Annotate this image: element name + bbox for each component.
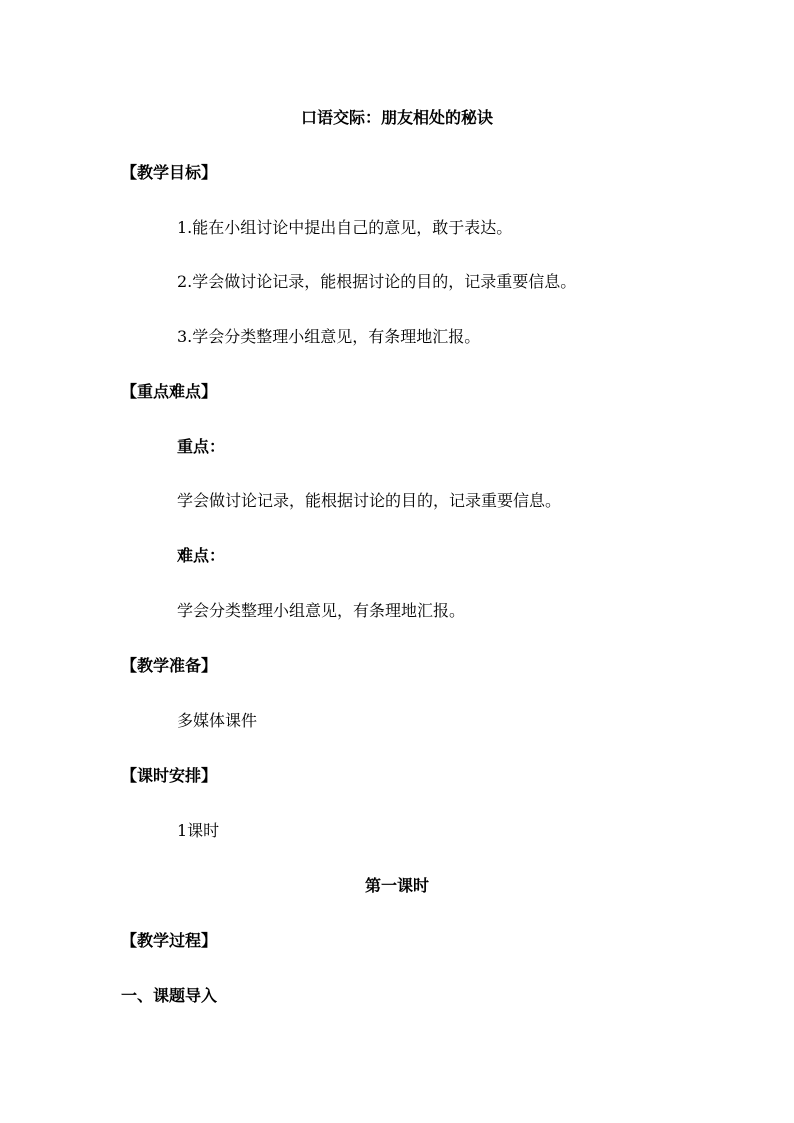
section-heading-goals: 【教学目标】 — [121, 163, 218, 182]
goal-item-1: 1.能在小组讨论中提出自己的意见，敢于表达。 — [177, 218, 513, 237]
section-heading-key-points: 【重点难点】 — [121, 382, 218, 401]
key-point-label: 重点： — [177, 437, 226, 456]
difficulty-label: 难点： — [177, 546, 226, 565]
lesson-title: 第一课时 — [364, 876, 429, 895]
section-heading-schedule: 【课时安排】 — [121, 766, 218, 785]
goal-item-2: 2.学会做讨论记录，能根据讨论的目的，记录重要信息。 — [177, 272, 577, 291]
process-step-1: 一、课题导入 — [121, 986, 218, 1005]
goal-item-3: 3.学会分类整理小组意见，有条理地汇报。 — [177, 327, 481, 346]
document-title: 口语交际：朋友相处的秘诀 — [300, 108, 493, 127]
difficulty-text: 学会分类整理小组意见，有条理地汇报。 — [177, 601, 466, 620]
key-point-text: 学会做讨论记录，能根据讨论的目的，记录重要信息。 — [177, 491, 562, 510]
schedule-text: 1课时 — [177, 821, 220, 840]
section-heading-process: 【教学过程】 — [121, 931, 218, 950]
preparation-text: 多媒体课件 — [177, 711, 258, 730]
section-heading-preparation: 【教学准备】 — [121, 656, 218, 675]
